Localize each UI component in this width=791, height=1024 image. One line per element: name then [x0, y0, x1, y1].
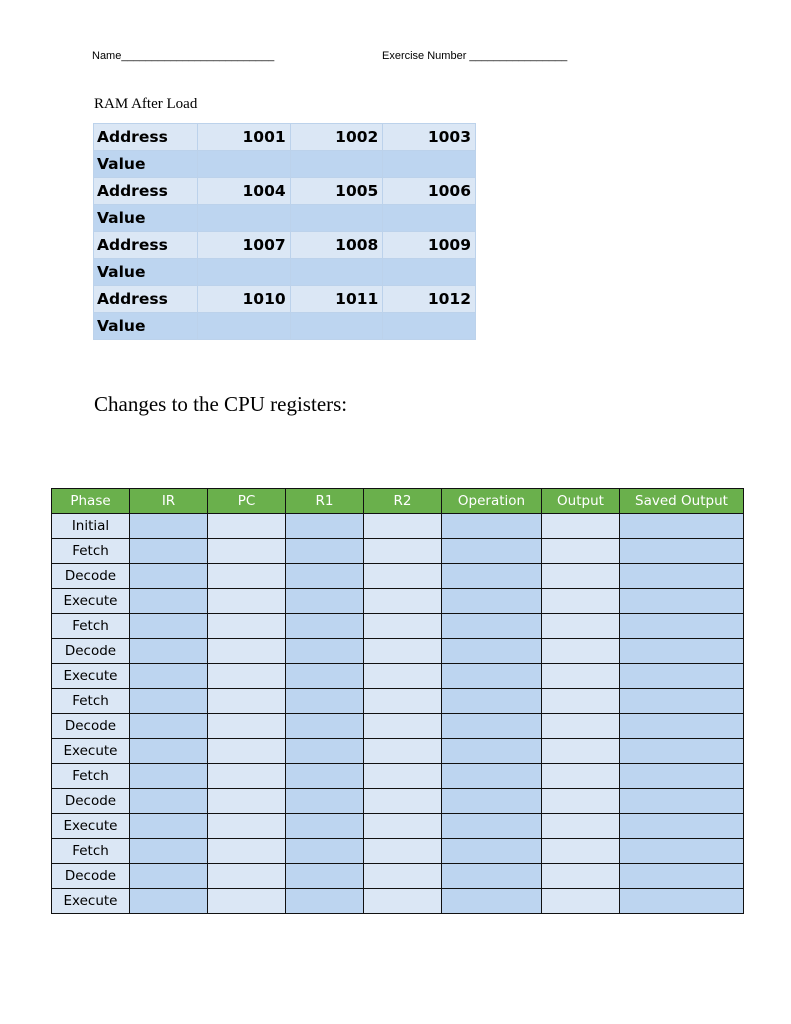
register-cell[interactable] [442, 639, 542, 664]
register-cell[interactable] [442, 789, 542, 814]
register-cell[interactable] [620, 689, 744, 714]
register-cell[interactable] [364, 864, 442, 889]
register-cell[interactable] [364, 714, 442, 739]
register-cell[interactable] [286, 689, 364, 714]
table-row [52, 614, 744, 639]
register-cell[interactable] [364, 839, 442, 864]
register-cell[interactable] [208, 764, 286, 789]
register-cell[interactable] [442, 814, 542, 839]
register-cell[interactable] [130, 814, 208, 839]
ram-address-row [94, 286, 476, 313]
register-cell[interactable] [286, 864, 364, 889]
phase-cell: Initial [52, 514, 130, 539]
register-cell[interactable] [542, 564, 620, 589]
register-cell[interactable] [286, 539, 364, 564]
phase-cell: Execute [52, 664, 130, 689]
register-cell[interactable] [542, 814, 620, 839]
register-cell[interactable] [364, 689, 442, 714]
register-cell[interactable] [542, 739, 620, 764]
phase-cell: Fetch [52, 539, 130, 564]
register-cell[interactable] [286, 614, 364, 639]
register-cell[interactable] [208, 839, 286, 864]
ram-address-cell: 1010 [198, 286, 291, 313]
register-cell[interactable] [542, 664, 620, 689]
register-cell[interactable] [130, 539, 208, 564]
ram-address-cell: 1002 [290, 124, 383, 151]
table-row [52, 539, 744, 564]
ram-value-cell[interactable] [198, 313, 291, 340]
table-row [52, 739, 744, 764]
register-cell[interactable] [364, 639, 442, 664]
register-cell[interactable] [130, 739, 208, 764]
table-row [52, 564, 744, 589]
register-cell[interactable] [364, 789, 442, 814]
phase-cell: Execute [52, 889, 130, 914]
ram-value-label: Value [94, 205, 198, 232]
ram-value-cell[interactable] [290, 205, 383, 232]
register-cell[interactable] [364, 614, 442, 639]
register-cell[interactable] [286, 889, 364, 914]
register-cell[interactable] [542, 864, 620, 889]
register-cell[interactable] [542, 689, 620, 714]
register-cell[interactable] [442, 564, 542, 589]
ram-value-cell[interactable] [198, 151, 291, 178]
ram-address-row [94, 178, 476, 205]
register-cell[interactable] [364, 514, 442, 539]
register-cell[interactable] [620, 639, 744, 664]
ram-table-title: RAM After Load [94, 96, 198, 112]
register-cell[interactable] [208, 514, 286, 539]
ram-address-label: Address [94, 124, 198, 151]
register-cell[interactable] [130, 589, 208, 614]
register-cell[interactable] [286, 739, 364, 764]
register-cell[interactable] [620, 614, 744, 639]
ram-value-cell[interactable] [290, 259, 383, 286]
phase-cell: Execute [52, 589, 130, 614]
ram-address-label: Address [94, 232, 198, 259]
ram-value-cell[interactable] [383, 259, 476, 286]
column-header: Operation [442, 489, 542, 514]
ram-address-cell: 1008 [290, 232, 383, 259]
register-cell[interactable] [130, 639, 208, 664]
register-cell[interactable] [364, 739, 442, 764]
column-header: R1 [286, 489, 364, 514]
register-cell[interactable] [130, 614, 208, 639]
register-cell[interactable] [130, 864, 208, 889]
register-cell[interactable] [364, 539, 442, 564]
ram-address-cell: 1011 [290, 286, 383, 313]
ram-value-cell[interactable] [290, 151, 383, 178]
ram-address-cell: 1007 [198, 232, 291, 259]
register-cell[interactable] [442, 539, 542, 564]
register-cell[interactable] [130, 664, 208, 689]
register-cell[interactable] [364, 889, 442, 914]
ram-address-row [94, 124, 476, 151]
table-row [52, 639, 744, 664]
register-cell[interactable] [620, 539, 744, 564]
ram-address-label: Address [94, 178, 198, 205]
table-row [52, 764, 744, 789]
exercise-number-label: Exercise Number ________________ [382, 50, 568, 62]
table-row [52, 839, 744, 864]
phase-cell: Decode [52, 789, 130, 814]
column-header: R2 [364, 489, 442, 514]
register-cell[interactable] [208, 714, 286, 739]
register-cell[interactable] [442, 514, 542, 539]
name-field-label: Name_________________________ [92, 50, 275, 62]
ram-value-row [94, 205, 476, 232]
phase-cell: Decode [52, 639, 130, 664]
register-cell[interactable] [286, 639, 364, 664]
register-cell[interactable] [364, 589, 442, 614]
register-cell[interactable] [130, 839, 208, 864]
column-header: PC [208, 489, 286, 514]
register-cell[interactable] [542, 514, 620, 539]
ram-address-cell: 1009 [383, 232, 476, 259]
register-cell[interactable] [364, 814, 442, 839]
register-cell[interactable] [130, 564, 208, 589]
ram-value-label: Value [94, 151, 198, 178]
register-cell[interactable] [542, 889, 620, 914]
register-cell[interactable] [286, 514, 364, 539]
ram-value-cell[interactable] [198, 205, 291, 232]
register-cell[interactable] [442, 864, 542, 889]
register-cell[interactable] [130, 789, 208, 814]
register-cell[interactable] [620, 514, 744, 539]
register-cell[interactable] [130, 689, 208, 714]
register-cell[interactable] [286, 764, 364, 789]
register-cell[interactable] [286, 814, 364, 839]
register-cell[interactable] [208, 639, 286, 664]
table-row [52, 889, 744, 914]
ram-value-cell[interactable] [383, 313, 476, 340]
register-cell[interactable] [542, 714, 620, 739]
register-cell[interactable] [442, 614, 542, 639]
table-row [52, 814, 744, 839]
phase-cell: Fetch [52, 689, 130, 714]
ram-value-cell[interactable] [290, 313, 383, 340]
register-cell[interactable] [130, 714, 208, 739]
phase-cell: Decode [52, 714, 130, 739]
register-cell[interactable] [620, 714, 744, 739]
ram-value-label: Value [94, 259, 198, 286]
register-cell[interactable] [130, 764, 208, 789]
register-cell[interactable] [364, 564, 442, 589]
register-cell[interactable] [620, 589, 744, 614]
table-row [52, 664, 744, 689]
register-cell[interactable] [364, 664, 442, 689]
ram-address-cell: 1001 [198, 124, 291, 151]
table-row [52, 714, 744, 739]
register-cell[interactable] [620, 839, 744, 864]
column-header: Saved Output [620, 489, 744, 514]
register-cell[interactable] [208, 814, 286, 839]
ram-address-cell: 1005 [290, 178, 383, 205]
phase-cell: Fetch [52, 839, 130, 864]
ram-value-row [94, 259, 476, 286]
register-cell[interactable] [364, 764, 442, 789]
table-row [52, 589, 744, 614]
register-cell[interactable] [620, 764, 744, 789]
register-cell[interactable] [208, 664, 286, 689]
register-cell[interactable] [620, 564, 744, 589]
register-cell[interactable] [208, 614, 286, 639]
register-cell[interactable] [208, 689, 286, 714]
register-cell[interactable] [208, 589, 286, 614]
register-cell[interactable] [542, 764, 620, 789]
phase-cell: Execute [52, 814, 130, 839]
register-cell[interactable] [442, 589, 542, 614]
register-cell[interactable] [286, 589, 364, 614]
column-header: IR [130, 489, 208, 514]
ram-address-cell: 1004 [198, 178, 291, 205]
phase-cell: Execute [52, 739, 130, 764]
phase-cell: Fetch [52, 764, 130, 789]
register-cell[interactable] [442, 764, 542, 789]
register-cell[interactable] [208, 889, 286, 914]
register-cell[interactable] [542, 614, 620, 639]
register-cell[interactable] [542, 639, 620, 664]
ram-value-cell[interactable] [383, 151, 476, 178]
register-cell[interactable] [620, 864, 744, 889]
register-cell[interactable] [442, 739, 542, 764]
column-header: Phase [52, 489, 130, 514]
register-cell[interactable] [208, 739, 286, 764]
phase-cell: Fetch [52, 614, 130, 639]
register-cell[interactable] [620, 789, 744, 814]
ram-value-cell[interactable] [198, 259, 291, 286]
register-cell[interactable] [620, 739, 744, 764]
register-cell[interactable] [286, 839, 364, 864]
register-cell[interactable] [542, 839, 620, 864]
register-cell[interactable] [442, 714, 542, 739]
ram-address-label: Address [94, 286, 198, 313]
register-cell[interactable] [542, 789, 620, 814]
register-cell[interactable] [620, 889, 744, 914]
ram-address-cell: 1012 [383, 286, 476, 313]
table-row [52, 864, 744, 889]
register-cell[interactable] [286, 564, 364, 589]
register-cell[interactable] [286, 714, 364, 739]
register-cell[interactable] [442, 839, 542, 864]
ram-address-row [94, 232, 476, 259]
register-cell[interactable] [286, 664, 364, 689]
register-cell[interactable] [542, 589, 620, 614]
column-header: Output [542, 489, 620, 514]
phase-cell: Decode [52, 564, 130, 589]
ram-value-row [94, 313, 476, 340]
register-cell[interactable] [442, 889, 542, 914]
table-row [52, 789, 744, 814]
register-cell[interactable] [620, 664, 744, 689]
register-cell[interactable] [442, 664, 542, 689]
register-cell[interactable] [208, 539, 286, 564]
register-cell[interactable] [286, 789, 364, 814]
register-cell[interactable] [208, 864, 286, 889]
register-cell[interactable] [442, 689, 542, 714]
ram-address-cell: 1006 [383, 178, 476, 205]
register-cell[interactable] [130, 514, 208, 539]
register-cell[interactable] [620, 814, 744, 839]
cpu-registers-title: Changes to the CPU registers: [94, 392, 348, 416]
ram-table [93, 123, 476, 340]
register-cell[interactable] [208, 789, 286, 814]
table-row [52, 689, 744, 714]
ram-value-row [94, 151, 476, 178]
cpu-registers-table [51, 488, 744, 914]
phase-cell: Decode [52, 864, 130, 889]
register-cell[interactable] [130, 889, 208, 914]
register-cell[interactable] [208, 564, 286, 589]
ram-address-cell: 1003 [383, 124, 476, 151]
ram-value-cell[interactable] [383, 205, 476, 232]
table-row [52, 514, 744, 539]
ram-value-label: Value [94, 313, 198, 340]
register-cell[interactable] [542, 539, 620, 564]
